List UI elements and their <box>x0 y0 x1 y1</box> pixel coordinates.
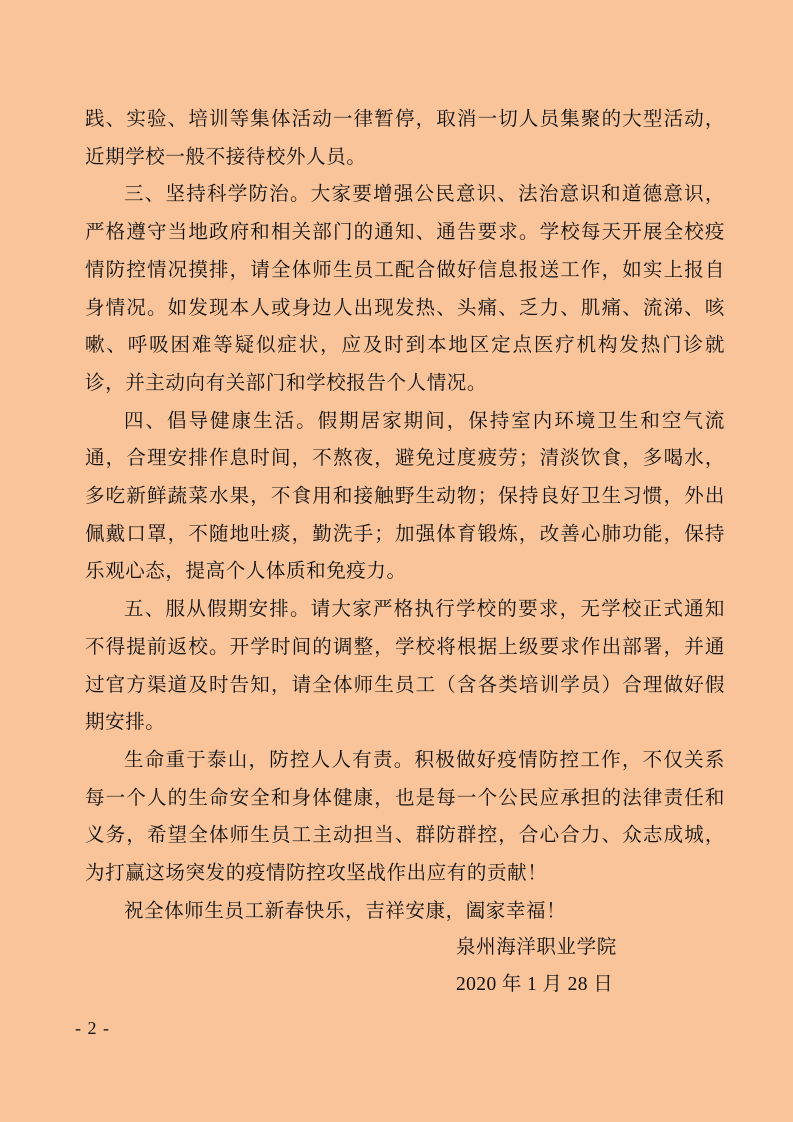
document-body <box>85 100 725 929</box>
page-number: - 2 - <box>75 1018 110 1038</box>
signature-organization: 泉州海洋职业学院 <box>456 935 617 958</box>
paragraph-science-prevention: 三、坚持科学防治。大家要增强公民意识、法治意识和道德意识，严格遵守当地政府和相关部门的通知、通告要求。学校每天开展全校疫情防控情况摸排，请全体师生员工配合做好信息报送工作，如实上报自身情况。如发现本人或身边人出现发热、头痛、乏力、肌痛、流涕、咳嗽、呼吸困难等疑似症状，应及时到本地区定点医疗机构发热门诊就诊，并主动向有关部门和学校报告个人情况。 <box>85 182 725 394</box>
signature-date: 2020 年 1 月 28 日 <box>456 974 614 995</box>
paragraph-healthy-living: 四、倡导健康生活。假期居家期间，保持室内环境卫生和空气流通，合理安排作息时间，不熬夜，避免过度疲劳；清淡饮食，多喝水，多吃新鲜蔬菜水果，不食用和接触野生动物；保持良好卫生习惯，外出佩戴口罩，不随地吐痰，勤洗手；加强体育锻炼，改善心肺功能，保持乐观心态，提高个人体质和免疫力。 <box>85 408 725 583</box>
paragraph-greeting: 祝全体师生员工新春快乐，吉祥安康，阖家幸福！ <box>124 898 567 922</box>
paragraph-holiday-arrangement: 五、服从假期安排。请大家严格执行学校的要求，无学校正式通知不得提前返校。开学时间的调整，学校将根据上级要求作出部署，并通过官方渠道及时告知，请全体师生员工（含各类培训学员）合理做好假期安排。 <box>85 597 725 734</box>
paragraph-conclusion: 生命重于泰山，防控人人有责。积极做好疫情防控工作，不仅关系每一个人的生命安全和身体健康，也是每一个公民应承担的法律责任和义务，希望全体师生员工主动担当、群防群控，合心合力、众志成城，为打赢这场突发的疫情防控攻坚战作出应有的贡献！ <box>85 747 725 885</box>
paragraph-continuation: 践、实验、培训等集体活动一律暂停，取消一切人员集聚的大型活动，近期学校一般不接待校外人员。 <box>85 107 725 168</box>
